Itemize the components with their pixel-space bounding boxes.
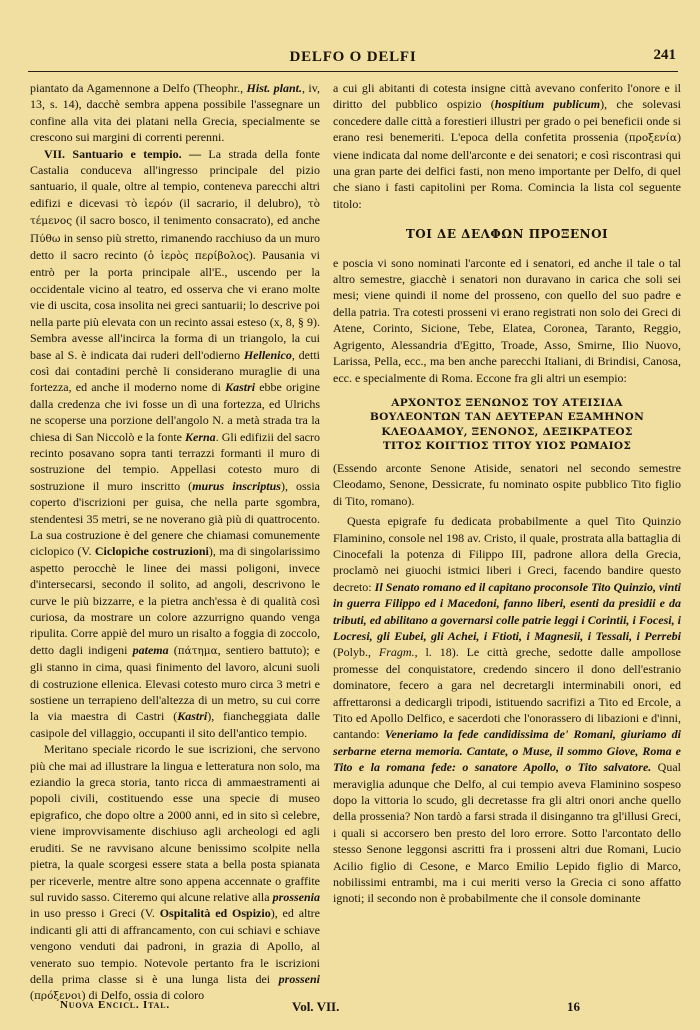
text: La strada della fonte Castalia conduceva all'ingresso principale del pizio santuario, il quale, oltre al tempio, conteneva parecchi altri edifizi e dicevasi [30,146,320,210]
paragraph [333,513,681,907]
text: (Polyb., [333,645,379,660]
citation: Hist. plant. [246,81,302,95]
decree-quote: Il Senato romano ed il capitano proconsole Tito Quinzio, vinti in guerra Filippo ed i Macedoni, fanno liberi, esenti da presidii e da tributi, ed abilitano a governarsi colle patrie leggi i Corintii, i Focesi, i Locresi, gli Eubei, gli Achei, i Ftioti, i Magnesii, i Tessali, i Perrebi [333,579,681,643]
text: (il sacrario, il delubro), [172,195,308,210]
text: piantato da Agamennone a Delfo (Theophr., [30,81,247,95]
text: ( [30,988,34,1003]
inscription-block [333,396,681,454]
text: , sentiero battuto); e gli stanno in cima, quasi finimento del lavoro, alcuni suoli di costruzione ellenica. Elevasi cotesto muro circa 3 metri e sostiene un terrapieno dell'altezza di un metro, su cui corre la via maestra di Castri ( [30,642,320,724]
text: ). Pausania vi entrò per la porta principale all'E., uscendo per la occidentale vicino al teatro, ed osserva che vi erano molte vie di uscita, cosa insolita nei greci santuarii; lo descrive poi nella parte più elevata con un recinto assai esteso (x, 8, § 9). Sembra avesse all'incirca la forma di un triangolo, la cui base al S. è indicata dai ruderi dell'odierno [30,248,320,362]
text: Questa epigrafe fu dedicata probabilmente a quel Tito Quinzio Flaminino, console nel 198 av. Cristo, il quale, prostrata alla battaglia di Cinocefali la potenza di Filippo III, padrone allora della Grecia, proclamò nei giuochi istmici liberi i Greci, facendo bandire questo decreto: [333,514,681,594]
inscription-line: ΚΛΕΟΔΑΜΟΥ, ΞΕΝΟΝΟΣ, ΔΕΞΙΚΡΑΤΕΟΣ [381,425,633,438]
text: ), ma di singolarissimo aspetto perocchè le linee dei massi poligoni, invece d'intersecarsi, secondo il solito, ad angoli, descrivono le curve le più bizzarre, e la pietra anch'essa è di qualità così curiosa, da mostrare un colore azzurrigno quando venga ripulita. Corre appiè del muro un risalto a foggia di zoccolo, detto dagli indigeni [30,544,320,657]
section-heading: VII. Santuario e tempio. — [44,146,202,161]
cross-reference: Ciclopiche costruzioni [94,544,209,559]
greek-term: τὸ ἱερόν [125,197,173,210]
page-header [28,47,678,72]
text: Meritano speciale ricordo le sue iscrizioni, che servono più che mai ad illustrare la lingua e letteratura non solo, ma eziandio la greca storia, tanto ricca di ammaestramenti ai popoli civili, costituendo esse una specie di museo epigrafico, che dopo oltre a 2000 anni, ed in sito sì celebre, viene improvvisamente dischiuso agli archeologi ed agli eruditi. Se ne ravvisano alcune benissimo scolpite nella pietra, la quale scorgesi essere stata a bella posta spianata per riceverle, mentre altre sono appena accennate o graffite sul ruvido sasso. Citeremo qui alcune relative alla [30,742,320,904]
text: ebbe origine dalla credenza che ivi fosse un dì una fortezza, ed Ulrichs ne scoperse una porzione dell'angolo N. a metà strada tra la chiesa di San Niccolò e la fonte [30,380,320,444]
text: ), ed altre indicanti gli atti di affrancamento, con cui schiavi e schiave vengono venduti dai padroni, in grazia di Apollo, al venerato suo tempio. Notevole pertanto fra le iscrizioni della prima classe si è una lunga lista dei [30,906,321,986]
citation: Fragm. [378,645,415,660]
text: in uso presso i Greci (V. [30,906,160,921]
volume-number: Vol. VII. [292,999,340,1014]
cross-reference: Ospitalità ed Ospizio [159,906,271,921]
text: ), fiancheggiata dalle casipole del villaggio, occupanti il sito dell'antico tempio. [30,709,320,740]
greek-term: τὸ τέμενος [30,197,321,228]
text: , l. 18). Le città greche, sedotte dalle ampollose promesse del conquistatore, credendo sincero il dono dell'estranio dominatore, fecero a gara nel decretargli interminabili onori, ed affrettaronsi a dedicargli tripodi, istituendo sacrifizi a Tito ed Ercole, a Tito ed Apollo Delfico, e sacerdoti che l'onorassero di libazioni e d'inni, cantando: [333,645,681,742]
paragraph [333,80,681,212]
term: prossenia [272,889,320,904]
text: a cui gli abitanti di cotesta insigne città avevano conferito l'onore e il diritto del pubblico ospizio ( [333,81,681,112]
inscription-line: ΑΡΧΟΝΤΟΣ ΞΕΝΩΝΟΣ ΤΟΥ ΑΤΕΙΣΙΔΑ [391,396,623,409]
paragraph [30,80,320,146]
text: ( [168,642,178,657]
place-name: Hellenico [243,347,292,362]
place-name: Kastri [225,380,256,395]
signature-number: 16 [567,999,580,1014]
greek-term: προξενία [628,132,677,145]
running-title: DELFO O DELFI [289,49,417,65]
right-column [333,80,681,907]
greek-term: Πύθω [30,232,61,245]
page-footer [60,999,670,1017]
latin-term: murus inscriptus [192,478,281,493]
term: prosseni [278,971,320,986]
text: ) di Delfo, ossia di coloro [81,988,205,1003]
text: . Gli edifizii del sacro recinto posavano sopra tanti terrazzi formanti il muro di sostruzione del tempio. Appellasi cotesto muro di sostruzione il muro inscritto ( [30,429,321,493]
inscription-line: ΒΟΥΛΕΟΝΤΩΝ ΤΑΝ ΔΕΥΤΕΡΑΝ ΕΞΑΜΗΝΟΝ [369,411,645,424]
place-name: Kastri [177,709,208,724]
section-paragraph [30,146,320,742]
text: ), ossia coperto d'iscrizioni per guisa, che nella parte sgombra, stendentesi 35 metri, se ne noverano già più di quattrocento. La sua costruzione è del genere che chiamasi comunemente ciclopico (V. [30,478,320,559]
left-column [30,80,320,1005]
text: , detti così dai contadini perchè li considerano muraglie di una fortezza, ed anche il moderno nome di [30,347,320,395]
place-name: Kerna [185,429,216,444]
translation-paragraph: (Essendo arconte Senone Atiside, senatori nel secondo semestre Cleodamo, Senone, Dessicrate, fu nominato ospite pubblico Tito figlio di Tito, romano). [333,460,681,508]
hymn-quote: Veneriamo la fede candidissima de' Romani, giuriamo di serbarne eterna memoria. Cantate, o Muse, il sommo Giove, Roma e Tito e la romana fede: o sanatore Apollo, o Tito salvatore. [333,727,681,775]
inscription-line: ΤΙΤΟΣ ΚΟΙΓΤΙΟΣ ΤΙΤΟΥ ΥΙΟΣ ΡΩΜΑΙΟΣ [382,440,632,453]
text: Qual meraviglia adunque che Delfo, al cui tempio aveva Flaminino sospeso dopo la vittoria lo scudo, gli decretasse fra gli altri onori anche quello della prossenia? Non tardò a farsi strada il disinganno tra gl'illusi Greci, i quali si accorsero ben presto del loro errore. Sotto l'arcontato dello stesso Senone leggonsi ascritti fra i prosseni altri due Romani, Lucio Acilio figlio di Cesone, e Marco Emilio Lepido figlio di Marco, nobilissimi entrambi, ma i cui meriti verso la Grecia ci sono affatto ignoti; il secondo non è probabilmente che il console dominante [333,760,682,906]
text: (il sacro bosco, il tenimento consacrato), ed anche [72,213,320,228]
text: in senso più stretto, rimanendo racchiuso da un muro detto il sacro recinto ( [30,230,320,263]
latin-term: hospitium publicum [494,97,601,112]
page-number: 241 [653,47,676,63]
greek-term: πρόξενοι [34,990,82,1003]
inscription-title: ΤΟΙ ΔΕ ΔΕΛΦΩΝ ΠΡΟΞΕΝΟΙ [405,227,609,242]
text: , iv, 13, s. 14), dacchè sembra appena possibile l'assegnare un confine alla vita dei platani nella Grecia, specialmente se crescono sui margini di correnti perenni. [30,81,320,145]
term: patema [132,642,169,657]
greek-term: ὁ ἱερὸς περίβολος [147,250,249,263]
text: ) viene indicata dal nome dell'arconte e dei senatori; e così riscontrasi qui una gran parte dei delfici fasti, non meno importante per Delfo, di quel che siano i fasti capitolini per Roma. Comincia la lista col seguente titolo: [333,130,681,211]
encyclopedia-title: Nuova Encicl. Ital. [60,999,170,1011]
text: ), che solevasi concedere dalle città a forestieri illustri per grado o pei beneficii onde si erano resi benemeriti. L'epoca della confetita prossenia ( [333,97,682,145]
paragraph: e poscia vi sono nominati l'arconte ed i senatori, ed anche il tale o tal altro semestre, giacchè i senatori non duravano in carica che soli sei mesi; viene quindi il nome del prosseno, con quello del suo padre e della patria. Tra cotesti prosseni vi erano registrati non solo dei Greci di Atene, Corinto, Sicione, Tebe, Elatea, Coronea, Taranto, Reggio, Agrigento, Alessandria d'Egitto, Troade, Asso, Smirne, Ilio Nuovo, Larissa, Pella, ecc., ma ben anche parecchi Italiani, di Brindisi, Canosa, ecc. e specialmente di Roma. Eccone fra gli altri un esempio: [333,255,681,385]
paragraph [30,741,320,1005]
greek-term: πάτημα [177,644,218,657]
